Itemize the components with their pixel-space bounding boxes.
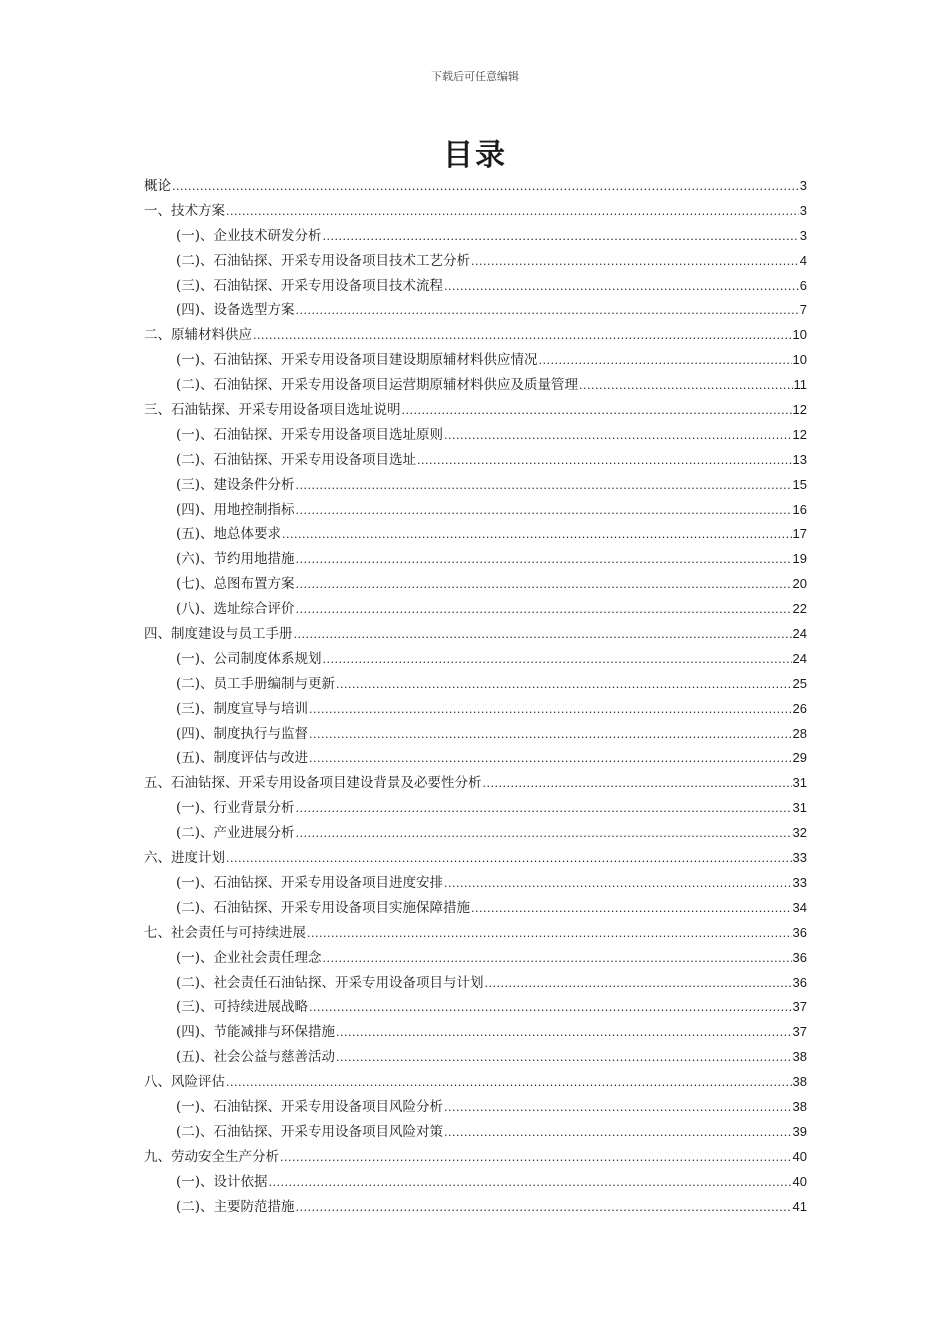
toc-page-number: 17 — [792, 526, 807, 542]
toc-page-number: 20 — [792, 576, 807, 592]
toc-page-number: 25 — [792, 675, 807, 691]
toc-entry-label: (一)、设计依据 — [176, 1173, 268, 1190]
toc-page-number: 3 — [799, 227, 807, 243]
toc-subsection-entry[interactable] — [144, 597, 807, 622]
toc-page-number: 34 — [792, 899, 807, 915]
toc-subsection-entry[interactable] — [144, 498, 807, 523]
toc-section-entry[interactable] — [144, 1070, 807, 1095]
toc-dot-leader — [309, 722, 791, 747]
toc-entry-label: (二)、产业进展分析 — [176, 825, 295, 842]
toc-dot-leader — [444, 1095, 791, 1120]
toc-subsection-entry[interactable] — [144, 796, 807, 821]
toc-subsection-entry[interactable] — [144, 647, 807, 672]
toc-dot-leader — [296, 572, 792, 597]
toc-subsection-entry[interactable] — [144, 1020, 807, 1045]
toc-dot-leader — [226, 199, 799, 224]
toc-dot-leader — [444, 871, 791, 896]
toc-page-number: 28 — [792, 725, 807, 741]
toc-page-number: 29 — [792, 750, 807, 766]
toc-dot-leader — [282, 522, 791, 547]
toc-section-entry[interactable] — [144, 398, 807, 423]
toc-entry-label: (二)、石油钻探、开采专用设备项目运营期原辅材料供应及质量管理 — [176, 377, 579, 394]
toc-dot-leader — [253, 323, 792, 348]
toc-dot-leader — [226, 1070, 792, 1095]
toc-section-entry[interactable] — [144, 846, 807, 871]
toc-page-number: 37 — [792, 1024, 807, 1040]
toc-entry-label: (三)、石油钻探、开采专用设备项目技术流程 — [176, 277, 444, 294]
toc-page-number: 40 — [792, 1148, 807, 1164]
toc-entry-label: 四、制度建设与员工手册 — [144, 626, 293, 643]
toc-entry-label: (四)、用地控制指标 — [176, 501, 295, 518]
toc-entry-label: (二)、主要防范措施 — [176, 1198, 295, 1215]
toc-subsection-entry[interactable] — [144, 1195, 807, 1220]
toc-dot-leader — [336, 1020, 791, 1045]
toc-page-number: 36 — [792, 924, 807, 940]
toc-entry-label: 五、石油钻探、开采专用设备项目建设背景及必要性分析 — [144, 775, 482, 792]
toc-entry-label: (五)、社会公益与慈善活动 — [176, 1049, 336, 1066]
toc-dot-leader — [309, 697, 791, 722]
toc-dot-leader — [417, 448, 791, 473]
toc-dot-leader — [471, 896, 791, 921]
toc-page-number: 37 — [792, 999, 807, 1015]
toc-page-number: 36 — [792, 974, 807, 990]
toc-dot-leader — [485, 971, 792, 996]
toc-entry-label: (二)、石油钻探、开采专用设备项目风险对策 — [176, 1123, 444, 1140]
toc-entry-label: (一)、企业技术研发分析 — [176, 227, 322, 244]
toc-entry-label: (三)、建设条件分析 — [176, 476, 295, 493]
toc-entry-label: 概论 — [144, 178, 171, 194]
toc-dot-leader — [296, 547, 792, 572]
toc-page-number: 19 — [792, 551, 807, 567]
toc-dot-leader — [226, 846, 792, 871]
toc-subsection-entry[interactable] — [144, 746, 807, 771]
toc-entry-label: (二)、石油钻探、开采专用设备项目选址 — [176, 451, 417, 468]
toc-subsection-entry[interactable] — [144, 572, 807, 597]
toc-entry-label: 六、进度计划 — [144, 850, 225, 867]
toc-dot-leader — [323, 647, 792, 672]
toc-subsection-entry[interactable] — [144, 1045, 807, 1070]
toc-page-number: 15 — [792, 476, 807, 492]
toc-subsection-entry[interactable] — [144, 1170, 807, 1195]
toc-entry-label: (五)、地总体要求 — [176, 526, 282, 543]
toc-page-number: 12 — [792, 402, 807, 418]
toc-entry-label: 七、社会责任与可持续进展 — [144, 924, 306, 941]
toc-subsection-entry[interactable] — [144, 249, 807, 274]
toc-entry-label: (一)、企业社会责任理念 — [176, 949, 322, 966]
toc-subsection-entry[interactable] — [144, 946, 807, 971]
toc-page-number: 22 — [792, 601, 807, 617]
toc-page-number: 32 — [792, 825, 807, 841]
toc-dot-leader — [444, 1120, 791, 1145]
toc-subsection-entry[interactable] — [144, 473, 807, 498]
toc-entry-label: (一)、石油钻探、开采专用设备项目选址原则 — [176, 426, 444, 443]
toc-page-number: 3 — [799, 202, 807, 218]
toc-subsection-entry[interactable] — [144, 722, 807, 747]
toc-subsection-entry[interactable] — [144, 672, 807, 697]
toc-subsection-entry[interactable] — [144, 971, 807, 996]
toc-entry-label: (二)、员工手册编制与更新 — [176, 675, 336, 692]
toc-entry-label: 二、原辅材料供应 — [144, 327, 252, 344]
toc-entry-label: (三)、可持续进展战略 — [176, 999, 309, 1016]
toc-dot-leader — [296, 796, 792, 821]
toc-dot-leader — [280, 1145, 792, 1170]
toc-page-number: 41 — [792, 1198, 807, 1214]
toc-page-number: 11 — [793, 377, 807, 393]
toc-subsection-entry[interactable] — [144, 1095, 807, 1120]
toc-dot-leader — [296, 473, 792, 498]
toc-page-number: 39 — [792, 1123, 807, 1139]
toc-entry-label: (一)、公司制度体系规划 — [176, 650, 322, 667]
toc-section-entry[interactable] — [144, 921, 807, 946]
toc-section-entry[interactable] — [144, 323, 807, 348]
toc-page-number: 10 — [792, 352, 807, 368]
toc-page-number: 13 — [792, 451, 807, 467]
toc-entry-label: (四)、制度执行与监督 — [176, 725, 309, 742]
toc-entry-label: (二)、石油钻探、开采专用设备项目实施保障措施 — [176, 899, 471, 916]
toc-page-number: 36 — [792, 949, 807, 965]
toc-dot-leader — [309, 995, 791, 1020]
toc-dot-leader — [307, 921, 792, 946]
toc-dot-leader — [269, 1170, 792, 1195]
toc-dot-leader — [539, 348, 792, 373]
toc-entry-label: (四)、设备选型方案 — [176, 302, 295, 319]
toc-entry-label: (一)、行业背景分析 — [176, 800, 295, 817]
toc-dot-leader — [296, 821, 792, 846]
toc-section-entry[interactable] — [144, 199, 807, 224]
toc-entry-label: 八、风险评估 — [144, 1074, 225, 1091]
toc-page-number: 40 — [792, 1173, 807, 1189]
toc-dot-leader — [336, 1045, 791, 1070]
toc-page-number: 16 — [792, 501, 807, 517]
toc-page-number: 38 — [792, 1074, 807, 1090]
toc-section-entry[interactable] — [144, 622, 807, 647]
toc-entry-label: 九、劳动安全生产分析 — [144, 1148, 279, 1165]
toc-section-entry[interactable] — [144, 174, 807, 199]
toc-entry-label: 三、石油钻探、开采专用设备项目选址说明 — [144, 402, 401, 419]
toc-entry-label: (五)、制度评估与改进 — [176, 750, 309, 767]
toc-dot-leader — [579, 373, 792, 398]
toc-page-number: 33 — [792, 850, 807, 866]
toc-entry-label: (一)、石油钻探、开采专用设备项目风险分析 — [176, 1098, 444, 1115]
page-title: 目录 — [443, 138, 507, 173]
toc-subsection-entry[interactable] — [144, 348, 807, 373]
toc-dot-leader — [296, 1195, 792, 1220]
toc-page-number: 26 — [792, 700, 807, 716]
toc-entry-label: (三)、制度宣导与培训 — [176, 700, 309, 717]
toc-section-entry[interactable] — [144, 1145, 807, 1170]
toc-dot-leader — [172, 174, 799, 199]
toc-dot-leader — [296, 298, 799, 323]
toc-dot-leader — [483, 771, 792, 796]
toc-page-number: 24 — [792, 650, 807, 666]
toc-subsection-entry[interactable] — [144, 373, 807, 398]
toc-subsection-entry[interactable] — [144, 224, 807, 249]
toc-page-number: 10 — [792, 327, 807, 343]
toc-subsection-entry[interactable] — [144, 1120, 807, 1145]
toc-entry-label: (一)、石油钻探、开采专用设备项目建设期原辅材料供应情况 — [176, 352, 538, 369]
toc-subsection-entry[interactable] — [144, 547, 807, 572]
toc-subsection-entry[interactable] — [144, 995, 807, 1020]
toc-page-number: 12 — [792, 426, 807, 442]
toc-page-number: 31 — [792, 800, 807, 816]
toc-entry-label: (一)、石油钻探、开采专用设备项目进度安排 — [176, 874, 444, 891]
toc-page-number: 31 — [792, 775, 807, 791]
toc-dot-leader — [336, 672, 791, 697]
toc-dot-leader — [296, 597, 792, 622]
toc-dot-leader — [444, 274, 799, 299]
toc-subsection-entry[interactable] — [144, 423, 807, 448]
toc-dot-leader — [323, 224, 799, 249]
toc-subsection-entry[interactable] — [144, 448, 807, 473]
toc-subsection-entry[interactable] — [144, 871, 807, 896]
toc-entry-label: 一、技术方案 — [144, 202, 225, 219]
toc-entry-label: (二)、社会责任石油钻探、开采专用设备项目与计划 — [176, 974, 484, 991]
table-of-contents — [144, 174, 807, 1219]
toc-subsection-entry[interactable] — [144, 821, 807, 846]
toc-subsection-entry[interactable] — [144, 697, 807, 722]
toc-page-number: 6 — [799, 277, 807, 293]
toc-page-number: 4 — [799, 252, 807, 268]
header-note: 下载后可任意编辑 — [431, 70, 519, 83]
toc-dot-leader — [323, 946, 792, 971]
toc-page-number: 24 — [792, 626, 807, 642]
toc-dot-leader — [402, 398, 792, 423]
toc-entry-label: (四)、节能减排与环保措施 — [176, 1024, 336, 1041]
toc-section-entry[interactable] — [144, 771, 807, 796]
toc-page-number: 33 — [792, 874, 807, 890]
toc-subsection-entry[interactable] — [144, 522, 807, 547]
toc-page-number: 7 — [799, 302, 807, 318]
toc-subsection-entry[interactable] — [144, 274, 807, 299]
toc-dot-leader — [294, 622, 792, 647]
toc-dot-leader — [471, 249, 799, 274]
toc-entry-label: (八)、选址综合评价 — [176, 601, 295, 618]
toc-subsection-entry[interactable] — [144, 896, 807, 921]
toc-dot-leader — [309, 746, 791, 771]
toc-dot-leader — [444, 423, 791, 448]
toc-entry-label: (六)、节约用地措施 — [176, 551, 295, 568]
toc-page-number: 38 — [792, 1098, 807, 1114]
toc-subsection-entry[interactable] — [144, 298, 807, 323]
toc-page-number: 3 — [799, 178, 807, 193]
toc-entry-label: (七)、总图布置方案 — [176, 576, 295, 593]
toc-page-number: 38 — [792, 1049, 807, 1065]
toc-dot-leader — [296, 498, 792, 523]
toc-entry-label: (二)、石油钻探、开采专用设备项目技术工艺分析 — [176, 252, 471, 269]
